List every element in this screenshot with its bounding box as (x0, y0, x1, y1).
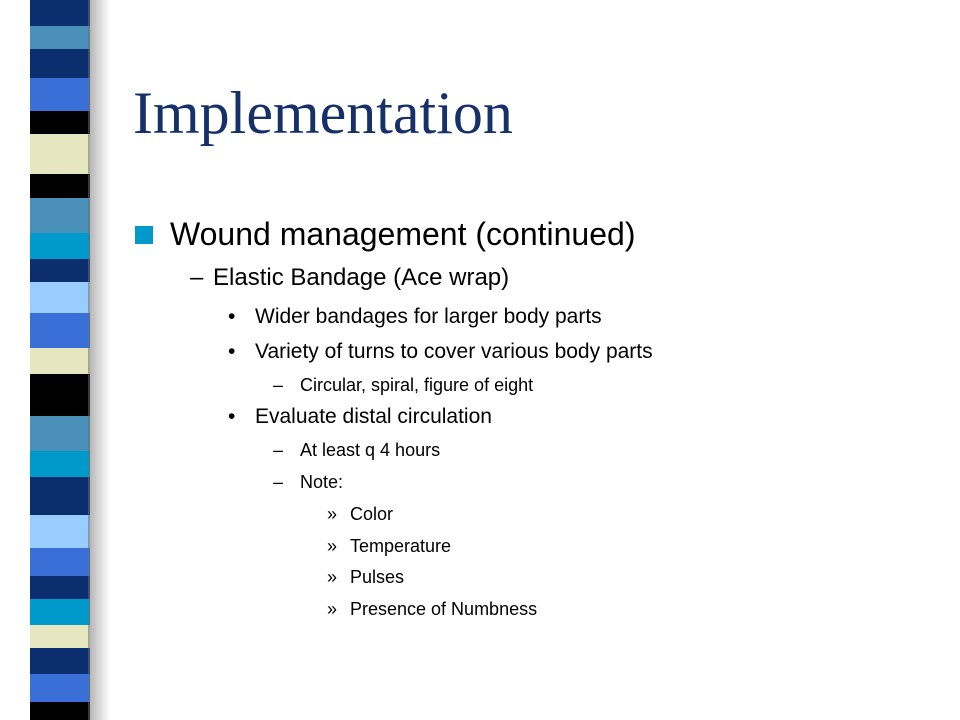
outline-marker: » (327, 504, 338, 524)
side-bar-stripe (30, 259, 90, 282)
side-bar-stripe (30, 198, 90, 233)
side-bar-stripe (30, 576, 90, 599)
outline-marker: – (190, 264, 204, 291)
slide-title: Implementation (133, 80, 513, 146)
side-bar-stripe (30, 625, 90, 648)
outline-item: Wound management (continued) (170, 216, 636, 252)
side-bar-stripe (30, 111, 90, 134)
side-bar-stripe (30, 451, 90, 477)
outline-item: Color (350, 504, 394, 524)
side-bar-stripe (30, 348, 90, 374)
side-bar-shadow (88, 0, 110, 720)
side-bar-stripe (30, 174, 90, 198)
outline-marker: » (327, 599, 338, 619)
outline-item: Circular, spiral, figure of eight (300, 375, 534, 395)
side-bar-stripe (30, 26, 90, 49)
side-bar-stripe (30, 599, 90, 625)
outline-item: Temperature (350, 536, 452, 556)
outline-item: Variety of turns to cover various body parts (255, 340, 653, 363)
outline-marker: » (327, 536, 338, 556)
side-bar-stripe (30, 233, 90, 259)
side-bar-stripe (30, 674, 90, 702)
side-bar-stripe (30, 374, 90, 416)
side-bar-stripe (30, 648, 90, 674)
outline-item: Elastic Bandage (Ace wrap) (213, 264, 510, 291)
outline-item: Pulses (350, 567, 405, 587)
side-bar-stripe (30, 416, 90, 451)
outline-marker: – (273, 472, 284, 492)
outline-marker: • (228, 305, 236, 328)
side-bar-stripe (30, 313, 90, 348)
side-bar-stripe (30, 0, 90, 26)
outline-marker: • (228, 405, 236, 428)
side-bar-stripe (30, 134, 90, 174)
decorative-side-bar (30, 0, 90, 720)
square-bullet-icon (135, 226, 153, 244)
side-bar-stripe (30, 49, 90, 78)
outline-item: Note: (300, 472, 344, 492)
outline-item: Wider bandages for larger body parts (255, 305, 602, 328)
outline-marker: – (273, 440, 284, 460)
side-bar-stripe (30, 548, 90, 576)
side-bar-stripe (30, 78, 90, 111)
outline-item: Presence of Numbness (350, 599, 538, 619)
side-bar-stripe (30, 702, 90, 720)
side-bar-stripe (30, 282, 90, 313)
side-bar-stripe (30, 477, 90, 515)
side-bar-stripe (30, 515, 90, 548)
outline-item: Evaluate distal circulation (255, 405, 492, 428)
outline-marker: • (228, 340, 236, 363)
outline-marker: – (273, 375, 284, 395)
outline-marker: » (327, 567, 338, 587)
outline-item: At least q 4 hours (300, 440, 441, 460)
